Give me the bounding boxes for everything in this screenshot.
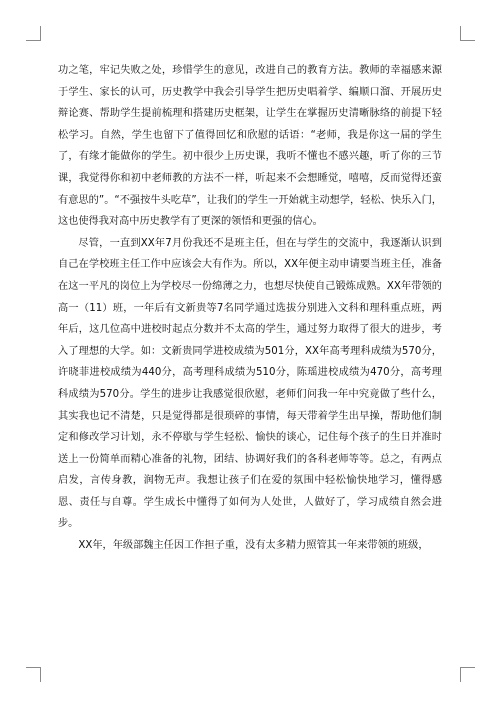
document-body bbox=[58, 60, 442, 557]
paragraph-1: 功之笔，牢记失败之处，珍惜学生的意见，改进自己的教育方法。教师的幸福感来源于学生、家长的认可，历史教学中我会引导学生把历史唱着学、编顺口溜、开展历史辩论赛、帮助学生提前梳理和搭建历史框架，让学生在掌握历史清晰脉络的前提下轻松学习。自然，学生也留下了值得回忆和欣慰的话语：“老师，我是你这一届的学生了，有缘才能做你的学生。初中很少上历史课，我听不懂也不感兴趣，听了你的三节课，我觉得你和初中老师教的方法不一样，听起来不会想睡觉，嘻嘻，反而觉得还蛮有意思的”。“不强按牛头吃草”，让我们的学生一开始就主动想学，轻松、快乐入门，这也使得我对高中历史教学有了更深的领悟和更强的信心。 bbox=[58, 65, 442, 228]
paragraph-3: XX年，年级部魏主任因工作担子重，没有太多精力照管其一年来带领的班级， bbox=[78, 540, 429, 552]
paragraph-2: 尽管，一直到XX年7月份我还不是班主任，但在与学生的交流中，我逐渐认识到自己在学校班主任工作中应该会大有作为。所以，XX年便主动申请要当班主任，准备在这一平凡的岗位上为学校尽一份绵薄之力，也想尽快使自己锻炼成熟。XX年带领的高一（11）班，一年后有文新贵等7名同学通过选拔分别进入文科和理科重点班，两年后，这几位高中进校时起点分数并不太高的学生，通过努力取得了很大的进步，考入了理想的大学。如：文新贵同学进校成绩为501分，XX年高考理科成绩为570分，许晓菲进校成绩为440分，高考理科成绩为510分，陈瑶进校成绩为470分，高考理科成绩为570分。学生的进步让我感觉很欣慰，老师们问我一年中究竟做了些什么，其实我也记不清楚，只是觉得都是很琐碎的事情，每天带着学生出早操，帮助他们制定和修改学习计划，永不停歇与学生轻松、愉快的谈心，记住每个孩子的生日并准时送上一份简单而精心准备的礼物，团结、协调好我们的各科老师等等。总之，有两点启发，言传身教，润物无声。我想让孩子们在爱的氛围中轻松愉快地学习，懂得感恩、责任与自尊。学生成长中懂得了如何为人处世，人做好了，学习成绩自然会进步。 bbox=[58, 237, 442, 530]
crop-mark-top-left bbox=[26, 26, 41, 41]
crop-mark-top-right bbox=[460, 26, 475, 41]
crop-mark-bottom-left bbox=[26, 667, 41, 682]
crop-mark-bottom-right bbox=[460, 667, 475, 682]
